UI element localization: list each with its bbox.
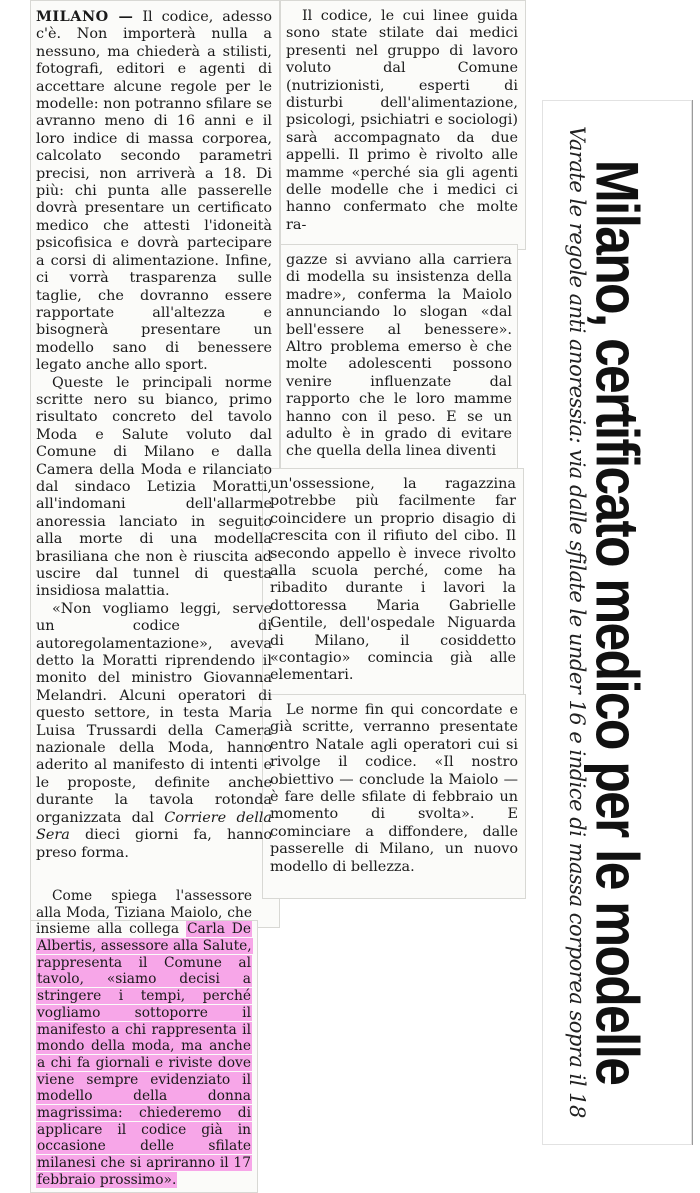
paragraph-codice: Il codice, le cui linee guida sono state stilate dai medici presenti nel gruppo di lavoro voluto dal Comune (nutrizionisti, esperti di disturbi dell'alimentazione, psicologi, psichiatri e sociologi) sarà accompagnato da due appelli. Il primo è rivolto alle mamme «perché sia gli agenti delle modelle che i medici ci hanno confermato che molte ra- [286,8,518,233]
paragraph-maiolo-text: Come spiega l'assessore alla Moda, Tiziana Maiolo, che insieme alla collega [36,888,252,938]
article-column-right-3 [270,476,516,692]
paragraph-norms: Queste le principali norme scritte nero su bianco, primo risultato concreto del tavolo Moda e Salute voluto dal Comune di Milano e dalla Camera della Moda e rilanciato dal sindaco Letizia Moratti, all'indomani dell'allarme anoressia lanciato in seguito alla morte di una modella brasiliana che non è riuscita ad uscire dal tunnel di questa insidiosa malattia. [36,374,272,600]
newspaper-name: Corriere della Sera [36,809,272,844]
paragraph-moratti [36,601,272,862]
headline-title: Milano, certificato medico per le modelle [583,159,651,1085]
dateline: MILANO — [36,8,134,25]
paragraph-moratti-end: dieci giorni fa, hanno preso forma. [36,827,272,861]
article-column-right-1 [286,8,518,244]
article-column-right-2 [286,252,512,470]
headline-subtitle: Varate le regole anti anoressia: via dalle sfilate le under 16 e indice di massa corporea sopra il 18 [565,126,589,1118]
paragraph-codice-continued: gazze si avviano alla carriera di modella su insistenza della madre», conferma la Maiolo annunciando lo slogan «dal bell'essere al benessere». Altro problema emerso è che molte adolescenti possono venire influenzate dal rapporto che le loro mamme hanno con il peso. E se un adulto è in grado di evitare che quella della linea diventi [286,252,512,460]
paragraph-moratti-text: «Non vogliamo leggi, serve un codice di autoregolamentazione», aveva detto la Moratti riprendendo il monito del ministro Giovanna Melandri. Alcuni operatori di questo settore, in testa Maria Luisa Trussardi della Camera nazionale della Moda, hanno aderito al manifesto di intenti e le proposte, definite anche durante la tavola rotonda organizzata dal [36,600,272,826]
paragraph-maiolo [36,888,252,1188]
paragraph-ossessione: un'ossessione, la ragazzina potrebbe più facilmente far coincidere un proprio disagio di crescita con il rifiuto del cibo. Il secondo appello è invece rivolto alla scuola perché, come ha ribadito durante i lavori la dottoressa Maria Gabrielle Gentile, dell'ospedale Niguarda di Milano, il cosiddetto «contagio» comincia già alle elementari. [270,476,516,684]
article-column-left [36,8,272,920]
article-column-right-4 [270,702,518,896]
paragraph-conclusion: Le norme fin qui concordate e già scritte, verranno presentate entro Natale agli operatori cui si rivolge il codice. «Il nostro obiettivo — conclude la Maiolo — è fare delle sfilate di febbraio un momento di svolta». E cominciare a diffondere, dalle passerelle di Milano, un nuovo modello di bellezza. [270,702,518,875]
paragraph-intro-text: Il codice, adesso c'è. Non importerà nulla a nessuno, ma chiederà a stilisti, fotografi, editori e agenti di accettare alcune regole per le modelle: non potranno sfilare se avranno meno di 16 anni e il loro indice di massa corporea, calcolato secondo parametri precisi, non arriverà a 18. Di più: chi punta alle passerelle dovrà presentare un certificato medico che attesti l'idoneità psicofisica e dovrà partecipare a corsi di alimentazione. Infine, ci vorrà trasparenza sulle taglie, che dovranno essere rapportate all'altezza e bisognerà presentare un modello sano di benessere legato anche allo sport. [36,9,272,374]
article-column-left-bottom [36,888,252,1188]
headline-box-edge [692,100,693,1145]
paragraph-intro [36,8,272,375]
highlighted-passage: Carla De Albertis, assessore alla Salute, rappresenta il Comune al tavolo, «siamo decisi a stringere i tempi, perché vogliamo sottoporre il manifesto a chi rappresenta il mondo della moda, ma anche a chi fa giornali e riviste dove viene sempre evidenziato il modello della donna magrissima: chiederemo di applicare il codice già in occasione delle sfilate milanesi che si apriranno il 17 febbraio prossimo». [37,921,252,1188]
